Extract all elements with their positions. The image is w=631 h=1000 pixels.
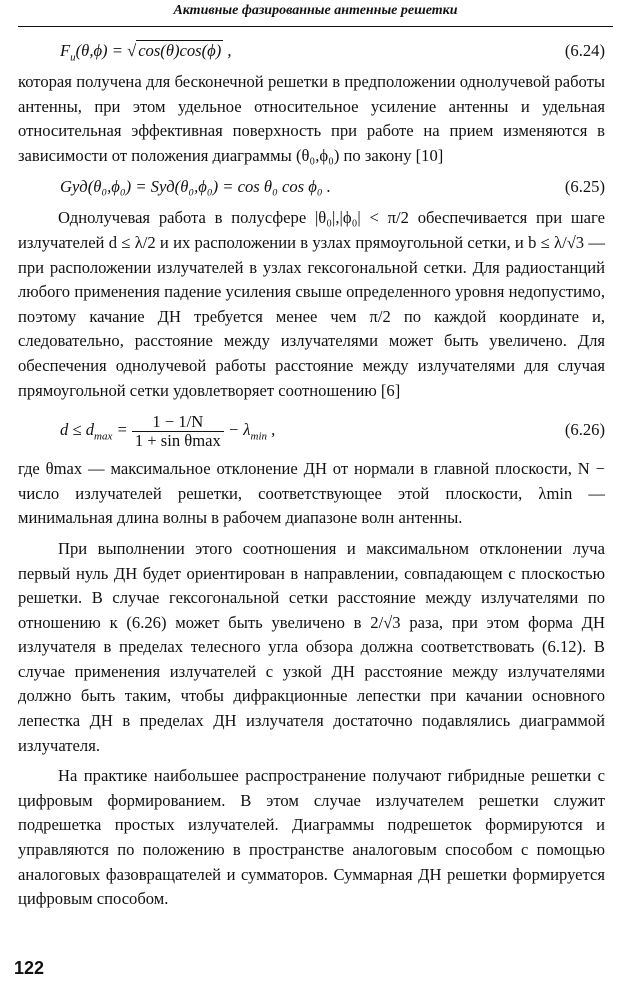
- equation-6-26: [18, 403, 605, 457]
- paragraph-4: При выполнении этого соотношения и максимальном отклонении луча первый нуль ДН будет ориентирован в направлении, совпадающем с плоскостью решетки. В случае гексогональной сетки расстояние между излучателями по отношению к (6.26) может быть увеличено в 2/√3 раза, при этом форма ДН излучателя в пределах телесного угла обзора должна соответствовать (6.12). В случае применения излучателей с узкой ДН расстояние между излучателями должно быть таким, чтобы дифракционные лепестки при качании основного лепестка ДН в пределах ДН излучателя достаточно подавлялись диаграммой излучателя.: [18, 538, 605, 755]
- paragraph-5: На практике наибольшее распространение получают гибридные решетки с цифровым формированием. В этом случае излучателем решетки служит подрешетка простых излучателей. Диаграммы подрешеток формируются и управляются по положению в пространстве аналоговым способом с помощью аналоговых фазовращателей и сумматоров. Суммарная ДН решетки формируется цифровым способом.: [18, 766, 605, 909]
- eq-6-24-sub: и: [70, 51, 76, 64]
- eq-6-26-lhs: d ≤ d: [60, 420, 94, 440]
- eq-6-26-rhs: − λ: [223, 420, 251, 440]
- eq-6-26-rhs-sub: min: [250, 430, 267, 443]
- equation-number: (6.25): [564, 177, 605, 197]
- eq-6-26-fraction: [132, 413, 224, 450]
- equation-6-24: $F_и(\theta,\phi)$ = √ cos(θ)cos(ϕ) , (6.24): [18, 32, 605, 70]
- equation-number: (6.26): [564, 420, 605, 440]
- equation-number: (6.24): [564, 41, 605, 60]
- page-body: [18, 32, 605, 912]
- page-number: 122: [14, 958, 45, 978]
- eq-6-26-tail: ,: [267, 420, 276, 440]
- running-header: Активные фазированные антенные решетки: [18, 0, 613, 27]
- eq-6-25-formula: Gуд(θ₀,ϕ₀) = Sуд(θ₀,ϕ₀) = cos θ₀ cos ϕ₀ .: [60, 177, 331, 197]
- eq-6-24-args: (θ,ϕ) =: [75, 41, 128, 60]
- paragraph-2: Однолучевая работа в полусфере |θ₀|,|ϕ₀| < π/2 обеспечивается при шаге излучателей d ≤ λ/2 и их расположении в узлах прямоугольной сетки, и b ≤ λ/√3 — при расположении излучателей в узлах гексогональной сетки. Для радиостанций любого применения падение усиления свыше определенного уровня недопустимо, поэтому качание ДН требуется менее чем π/2 по каждой координате и, следовательно, расстояние между излучателями может быть увеличено. Для обеспечения однолучевой работы расстояние между излучателями для случая прямоугольной сетки удовлетворяет соотношению [6]: [18, 208, 605, 400]
- eq-6-26-lhs-sub: max: [94, 430, 113, 443]
- paragraph-1: которая получена для бесконечной решетки в предположении однолучевой работы антенны, при этом удельное относительное усиление антенны и удельная относительная эффективная поверхность при работе на прием изменяются в зависимости от положения диаграммы (θ₀,ϕ₀) по закону [10]: [18, 72, 605, 165]
- eq-6-26-eq: =: [112, 420, 132, 440]
- eq-6-26-denominator: 1 + sin θmax: [134, 430, 221, 450]
- eq-6-24-tail: ,: [223, 41, 232, 60]
- eq-6-24-f: F: [60, 41, 71, 60]
- paragraph-3: где θmax — максимальное отклонение ДН от нормали в главной плоскости, N − число излучателей решетки, соответствующее этой плоскости, λmin — минимальная длина волны в рабочем диапазоне волн антенны.: [18, 459, 605, 528]
- eq-6-24-root: cos(θ)cos(ϕ): [138, 41, 222, 60]
- eq-6-26-numerator: 1 − 1/N: [132, 413, 224, 432]
- equation-6-25: [18, 168, 605, 206]
